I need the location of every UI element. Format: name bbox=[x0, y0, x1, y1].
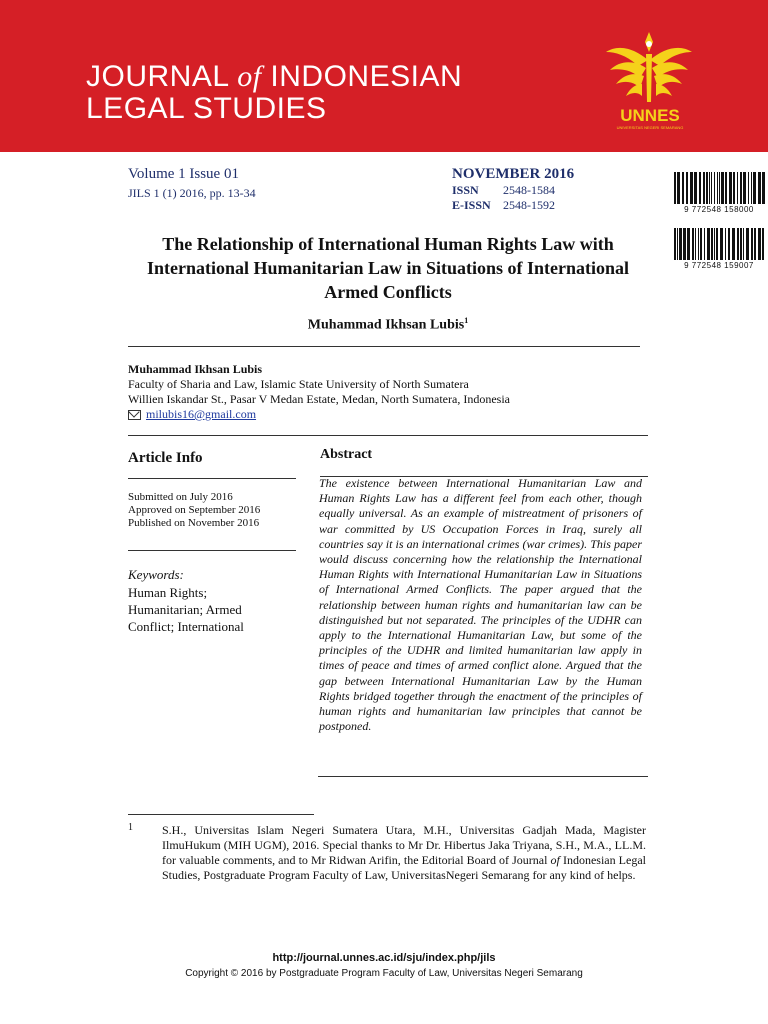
article-author: Muhammad Ikhsan Lubis$^1$ bbox=[307, 316, 469, 333]
abstract-heading: Abstract bbox=[320, 447, 373, 462]
keywords-line: Humanitarian; Armed bbox=[128, 602, 242, 617]
affiliation-address: Willien Iskandar St., Pasar V Medan Estate, Medan, North Sumatera, Indonesia bbox=[128, 392, 510, 406]
abstract-text: The existence between International Humanitarian Law and Human Rights Law has a different feel from each other, though equally universal. As an example of mistreatment of prisoners of war committed by US Occupation Forces in Iraq, surely all countries say it is an international crimes (war crimes). This paper would discuss concerning how the relationship the International Human Rights with International Humanitarian Law in Situations of International Armed Conflicts. The paper argued that the relationship between human rights and humanitarian law can be distinguished but not separated. The principles of the UDHR can apply to the International Humanitarian Law, but some of the principles of the UDHR and limited humanitarian law apply in times of peace and times of armed conflict alone. Argued that the gap between International Humanitarian Law by the Human Rights bridged together through the enactment of the principles of human rights and humanitarian law principles that cannot be postponed. bbox=[319, 476, 642, 734]
divider bbox=[128, 550, 296, 551]
barcode-number: 9 772548 159007 bbox=[684, 261, 754, 270]
keywords bbox=[128, 584, 244, 635]
copyright: Copyright © 2016 by Postgraduate Program Faculty of Law, Universitas Negeri Semarang bbox=[185, 968, 583, 979]
approved-date: Approved on September 2016 bbox=[128, 504, 261, 516]
issn-barcode bbox=[672, 172, 766, 214]
issn: ISSN 2548-1584 bbox=[452, 183, 555, 197]
unnes-logo-subtext: UNIVERSITAS NEGERI SEMARANG bbox=[616, 125, 684, 130]
keywords-line: Human Rights; bbox=[128, 585, 208, 600]
journal-url[interactable]: http://journal.unnes.ac.id/sju/index.php/jils bbox=[272, 952, 496, 964]
citation: JILS 1 (1) 2016, pp. 13-34 bbox=[128, 186, 256, 200]
submitted-date: Submitted on July 2016 bbox=[128, 491, 233, 503]
divider bbox=[128, 478, 296, 479]
eissn: E-ISSN 2548-1592 bbox=[452, 198, 555, 212]
barcode-icon bbox=[672, 228, 766, 260]
journal-header-banner bbox=[0, 0, 768, 152]
affiliation-email bbox=[128, 407, 256, 422]
email-link[interactable]: milubis16@gmail.com bbox=[146, 407, 257, 421]
affiliation-name: Muhammad Ikhsan Lubis bbox=[128, 362, 263, 376]
issue-month: NOVEMBER 2016 bbox=[452, 166, 575, 182]
unnes-logo-text: UNNES bbox=[620, 106, 680, 125]
unnes-logo-icon bbox=[604, 26, 694, 110]
journal-title-line2: LEGAL STUDIES bbox=[86, 92, 327, 125]
envelope-icon bbox=[128, 410, 141, 420]
volume-issue: Volume 1 Issue 01 bbox=[128, 166, 239, 182]
footnote-separator bbox=[128, 814, 314, 815]
divider bbox=[318, 776, 648, 777]
article-title: The Relationship of International Human Rights Law with International Humanitarian Law in Situations of International Armed Conflicts bbox=[146, 234, 630, 302]
barcode-icon bbox=[672, 172, 766, 204]
divider bbox=[128, 435, 648, 436]
article-dates bbox=[128, 491, 260, 530]
divider bbox=[128, 346, 640, 347]
footnote-text: S.H., Universitas Islam Negeri Sumatera Utara, M.H., Universitas Gadjah Mada, Magister IlmuHukum (MIH UGM), 2016. Special thanks to Mr Dr. Hibertus Jaka Triyana, S.H., M.A., LL.M. for valuable comments, and to Mr Ridwan Arifin, the Editorial Board of Journal of Indonesian Legal Studies, Postgraduate Program Faculty of Law, UniversitasNegeri Semarang for any kind of helps. bbox=[162, 823, 646, 882]
keywords-label: Keywords: bbox=[128, 567, 184, 582]
article-info-heading: Article Info bbox=[128, 450, 203, 466]
published-date: Published on November 2016 bbox=[128, 517, 260, 529]
journal-title-line1: JOURNAL of INDONESIAN bbox=[86, 60, 463, 93]
barcode-number: 9 772548 158000 bbox=[684, 205, 754, 214]
affiliation-faculty: Faculty of Sharia and Law, Islamic State University of North Sumatera bbox=[128, 377, 469, 391]
eissn-barcode bbox=[672, 228, 766, 270]
footnote-number: 1 bbox=[128, 822, 133, 833]
keywords-line: Conflict; International bbox=[128, 619, 244, 634]
